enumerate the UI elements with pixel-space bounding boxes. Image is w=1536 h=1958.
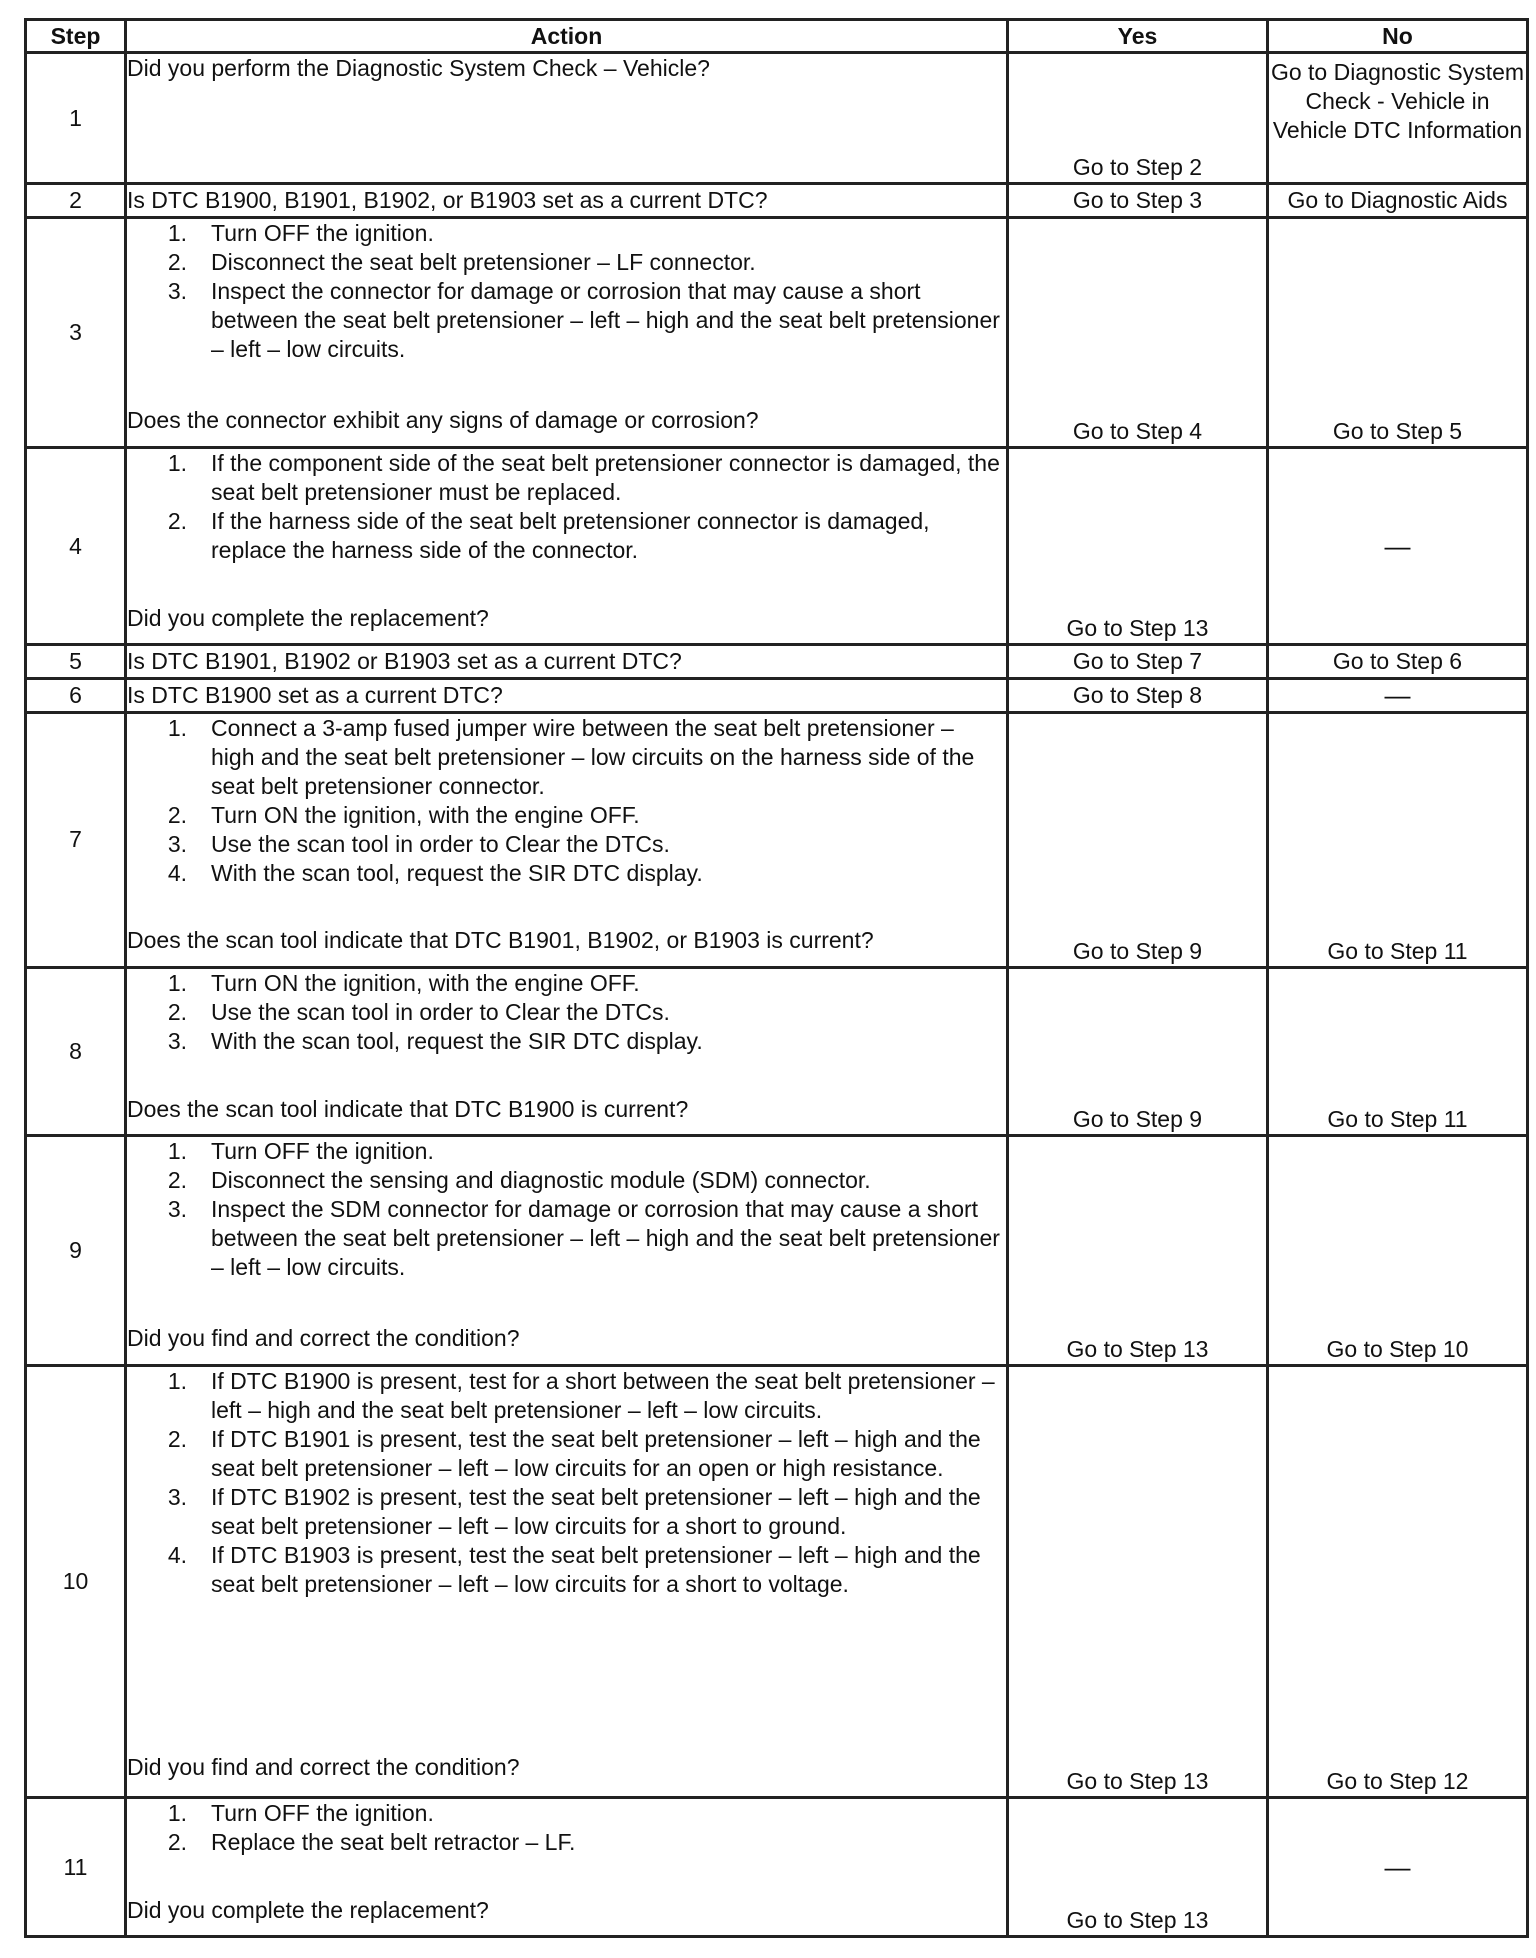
yes-cell: Go to Step 7 [1008,645,1268,679]
no-cell: Go to Step 10 [1268,1135,1528,1365]
table-row [26,1135,1528,1365]
no-cell: Go to Diagnostic Aids [1268,184,1528,218]
action-question: Does the scan tool indicate that DTC B1900 is current? [127,1095,689,1122]
action-question: Does the connector exhibit any signs of damage or corrosion? [127,406,759,433]
yes-cell: Go to Step 4 [1008,217,1268,447]
list-item: 2. Turn ON the ignition, with the engine OFF. [167,801,640,828]
step-number: 6 [26,678,126,712]
list-item: 2. Disconnect the sensing and diagnostic module (SDM) connector. [167,1166,871,1193]
list-item: 4. If DTC B1903 is present, test the seat belt pretensioner – left – high and the seat belt pretensioner – left – low circuits for a short to voltage. [167,1541,981,1597]
action-cell [126,1798,1008,1937]
step-number: 3 [26,217,126,447]
action-question: Did you find and correct the condition? [127,1753,520,1780]
list-item: 1. Turn ON the ignition, with the engine OFF. [167,969,640,996]
action-steps [127,1799,1006,1857]
action-cell [126,1365,1008,1798]
no-cell: Go to Diagnostic System Check - Vehicle in Vehicle DTC Information [1268,53,1528,184]
step-number: 7 [26,712,126,967]
step-number: 4 [26,447,126,644]
action-cell [126,184,1008,218]
action-question: Did you complete the replacement? [127,1897,489,1924]
action-steps [127,969,1006,1056]
action-cell [126,645,1008,679]
yes-cell: Go to Step 9 [1008,967,1268,1135]
action-steps [127,449,1006,565]
action-cell [126,447,1008,644]
yes-cell: Go to Step 13 [1008,1365,1268,1798]
list-item: 2. Replace the seat belt retractor – LF. [167,1829,576,1856]
no-cell: — [1268,447,1528,644]
diagnostic-table [24,18,1529,1938]
no-cell: Go to Step 11 [1268,967,1528,1135]
action-cell [126,217,1008,447]
step-number: 11 [26,1798,126,1937]
step-number: 10 [26,1365,126,1798]
no-cell: Go to Step 12 [1268,1365,1528,1798]
action-question: Did you complete the replacement? [127,604,489,631]
table-row [26,217,1528,447]
yes-cell: Go to Step 2 [1008,53,1268,184]
action-question: Did you find and correct the condition? [127,1324,520,1351]
action-question: Is DTC B1901, B1902 or B1903 set as a current DTC? [127,648,682,675]
list-item: 1. Connect a 3-amp fused jumper wire between the seat belt pretensioner – high and the seat belt pretensioner – low circuits on the harness side of the seat belt pretensioner connector. [167,714,975,799]
yes-cell: Go to Step 9 [1008,712,1268,967]
action-cell [126,712,1008,967]
action-cell [126,678,1008,712]
action-question: Is DTC B1900, B1901, B1902, or B1903 set as a current DTC? [127,187,768,214]
no-cell: — [1268,678,1528,712]
table-body [26,53,1528,1937]
list-item: 1. If the component side of the seat belt pretensioner connector is damaged, the seat belt pretensioner must be replaced. [167,449,1000,505]
action-steps [127,219,1006,364]
step-number: 8 [26,967,126,1135]
yes-cell: Go to Step 3 [1008,184,1268,218]
table-row [26,712,1528,967]
yes-cell: Go to Step 13 [1008,1135,1268,1365]
yes-cell: Go to Step 8 [1008,678,1268,712]
table-row [26,1365,1528,1798]
yes-cell: Go to Step 13 [1008,1798,1268,1937]
list-item: 3. With the scan tool, request the SIR DTC display. [167,1027,703,1054]
list-item: 1. Turn OFF the ignition. [167,1137,434,1164]
step-number: 1 [26,53,126,184]
action-steps [127,714,1006,888]
header-yes: Yes [1008,20,1268,53]
action-cell [126,1135,1008,1365]
step-number: 9 [26,1135,126,1365]
list-item: 1. If DTC B1900 is present, test for a short between the seat belt pretensioner – left – high and the seat belt pretensioner – left – low circuits. [167,1367,995,1423]
step-number: 2 [26,184,126,218]
header-row [26,20,1528,53]
step-number: 5 [26,645,126,679]
table-row [26,53,1528,184]
no-cell: Go to Step 6 [1268,645,1528,679]
list-item: 2. Use the scan tool in order to Clear the DTCs. [167,998,670,1025]
no-cell: — [1268,1798,1528,1937]
action-cell [126,53,1008,184]
table-row [26,1798,1528,1937]
list-item: 3. If DTC B1902 is present, test the seat belt pretensioner – left – high and the seat belt pretensioner – left – low circuits for a short to ground. [167,1483,981,1539]
table-row [26,678,1528,712]
yes-cell: Go to Step 13 [1008,447,1268,644]
list-item: 3. Inspect the SDM connector for damage or corrosion that may cause a short between the seat belt pretensioner – left – high and the seat belt pretensioner – left – low circuits. [167,1195,1000,1280]
action-question: Did you perform the Diagnostic System Check – Vehicle? [127,55,710,81]
list-item: 2. If DTC B1901 is present, test the seat belt pretensioner – left – high and the seat belt pretensioner – left – low circuits for an open or high resistance. [167,1425,981,1481]
list-item: 3. Use the scan tool in order to Clear the DTCs. [167,830,670,857]
action-question: Does the scan tool indicate that DTC B1901, B1902, or B1903 is current? [127,926,874,953]
action-steps [127,1137,1006,1282]
action-question: Is DTC B1900 set as a current DTC? [127,681,503,708]
table-row [26,645,1528,679]
list-item: 3. Inspect the connector for damage or corrosion that may cause a short between the seat belt pretensioner – left – high and the seat belt pretensioner – left – low circuits. [167,277,1000,362]
action-steps [127,1367,1006,1599]
list-item: 1. Turn OFF the ignition. [167,1800,434,1827]
table-row [26,967,1528,1135]
table-row [26,447,1528,644]
list-item: 2. Disconnect the seat belt pretensioner – LF connector. [167,248,756,275]
no-cell: Go to Step 11 [1268,712,1528,967]
no-cell: Go to Step 5 [1268,217,1528,447]
list-item: 4. With the scan tool, request the SIR DTC display. [167,859,703,886]
action-cell [126,967,1008,1135]
list-item: 2. If the harness side of the seat belt pretensioner connector is damaged, replace the harness side of the connector. [167,507,930,563]
header-no: No [1268,20,1528,53]
header-action: Action [126,20,1008,53]
list-item: 1. Turn OFF the ignition. [167,219,434,246]
table-row [26,184,1528,218]
header-step: Step [26,20,126,53]
